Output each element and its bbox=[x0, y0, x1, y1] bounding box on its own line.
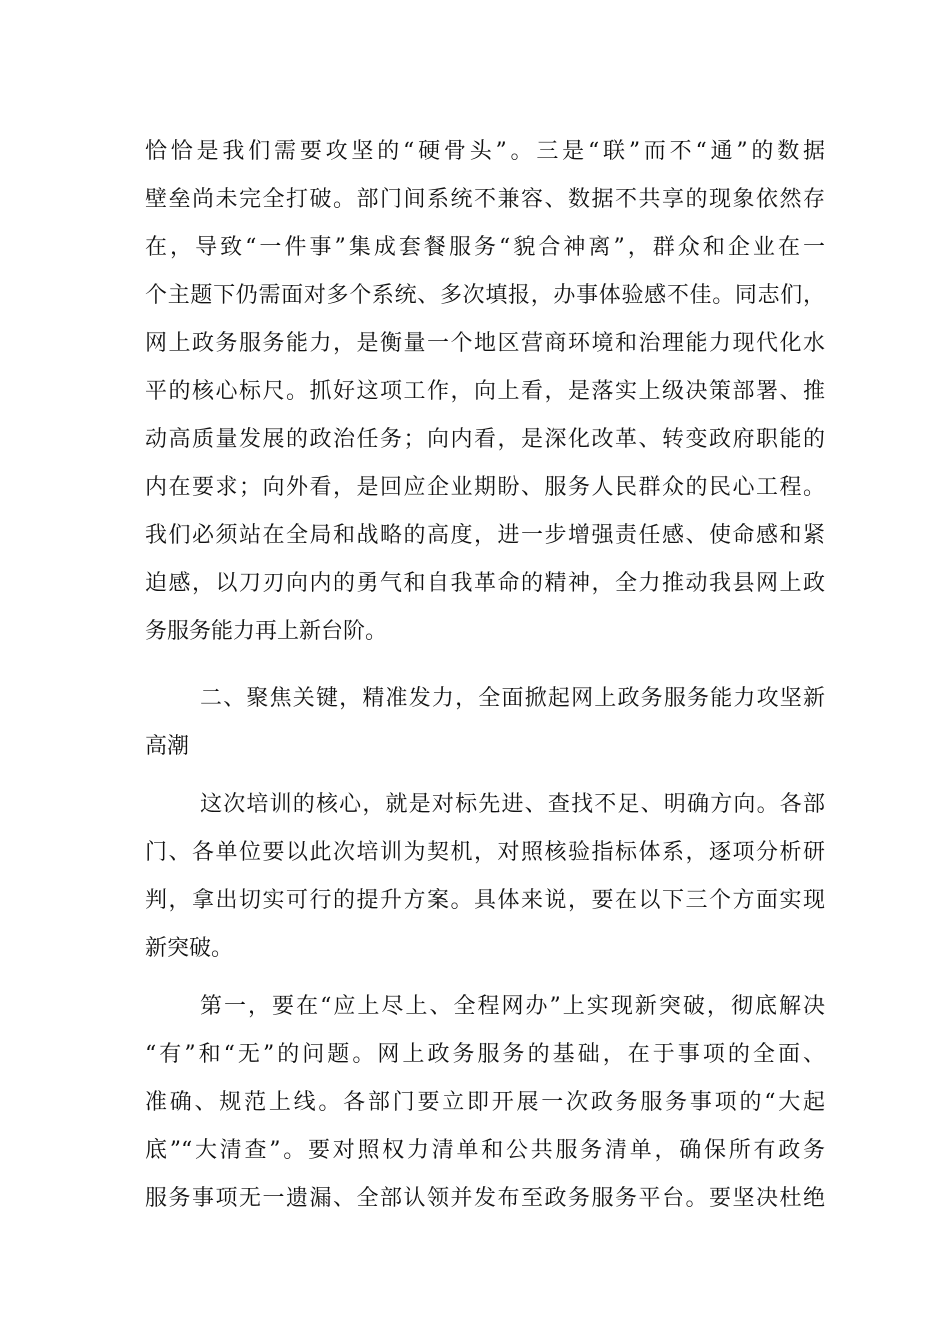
text-line: 新突破。 bbox=[145, 936, 234, 961]
section-heading-cont: 高潮 bbox=[145, 734, 190, 759]
text-line: 判，拿出切实可行的提升方案。具体来说，要在以下三个方面实现 bbox=[145, 888, 825, 913]
text-line: 这次培训的核心，就是对标先进、查找不足、明确方向。各部 bbox=[200, 792, 825, 817]
text-line: 内在要求；向外看，是回应企业期盼、服务人民群众的民心工程。 bbox=[145, 475, 825, 500]
text-line: 动高质量发展的政治任务；向内看，是深化改革、转变政府职能的 bbox=[145, 427, 825, 452]
text-line: 在，导致“一件事”集成套餐服务“貌合神离”，群众和企业在一 bbox=[145, 235, 825, 260]
text-line: 壁垒尚未完全打破。部门间系统不兼容、数据不共享的现象依然存 bbox=[145, 187, 825, 212]
text-line: 服务事项无一遗漏、全部认领并发布至政务服务平台。要坚决杜绝 bbox=[145, 1186, 825, 1211]
text-line: 准确、规范上线。各部门要立即开展一次政务服务事项的“大起 bbox=[145, 1090, 825, 1115]
text-line: 平的核心标尺。抓好这项工作，向上看，是落实上级决策部署、推 bbox=[145, 379, 825, 404]
text-line: “有”和“无”的问题。网上政务服务的基础，在于事项的全面、 bbox=[145, 1042, 825, 1067]
text-line: 迫感，以刀刃向内的勇气和自我革命的精神，全力推动我县网上政 bbox=[145, 571, 825, 596]
section-heading: 二、聚焦关键，精准发力，全面掀起网上政务服务能力攻坚新 bbox=[200, 686, 825, 711]
text-line: 网上政务服务能力，是衡量一个地区营商环境和治理能力现代化水 bbox=[145, 331, 825, 356]
text-line: 门、各单位要以此次培训为契机，对照核验指标体系，逐项分析研 bbox=[145, 840, 825, 865]
text-line: 个主题下仍需面对多个系统、多次填报，办事体验感不佳。同志们， bbox=[145, 283, 825, 308]
text-line: 我们必须站在全局和战略的高度，进一步增强责任感、使命感和紧 bbox=[145, 523, 825, 548]
text-line: 务服务能力再上新台阶。 bbox=[145, 619, 388, 644]
text-line: 恰恰是我们需要攻坚的“硬骨头”。三是“联”而不“通”的数据 bbox=[145, 139, 825, 164]
text-line: 底”“大清查”。要对照权力清单和公共服务清单，确保所有政务 bbox=[145, 1138, 825, 1163]
text-line: 第一，要在“应上尽上、全程网办”上实现新突破，彻底解决 bbox=[200, 994, 825, 1019]
